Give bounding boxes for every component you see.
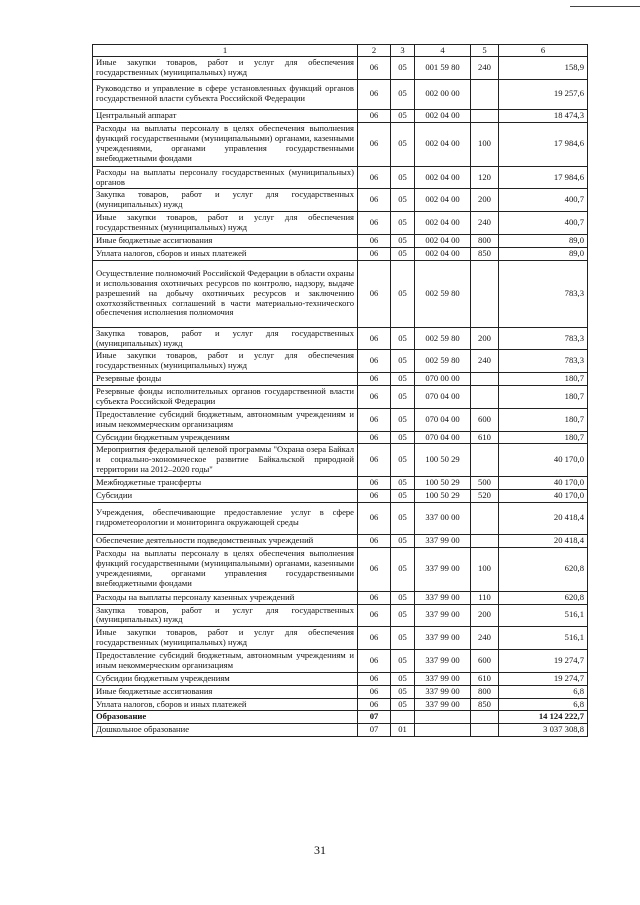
subsection-code-cell: 05 (391, 604, 415, 627)
table-row (93, 477, 588, 490)
target-article-cell: 002 04 00 (415, 166, 471, 189)
subsection-code-cell: 05 (391, 122, 415, 166)
expense-type-cell: 100 (471, 122, 499, 166)
target-article-cell: 070 04 00 (415, 408, 471, 431)
row-name-cell: Предоставление субсидий бюджетным, автономным учреждениям и иным некоммерческим организациям (93, 408, 358, 431)
subsection-code-cell: 05 (391, 672, 415, 685)
expense-type-cell (471, 711, 499, 724)
row-name-cell: Центральный аппарат (93, 109, 358, 122)
row-name-cell: Осуществление полномочий Российской Федерации в области охраны и использования охотничьих ресурсов по контролю, надзору, выдаче разрешений на добычу охотничьих ресурсов и заключению охотхозяйственных соглашений в части материально-технического обеспечения исполнения полномочия (93, 260, 358, 327)
section-code-cell: 07 (358, 711, 391, 724)
section-code-cell: 06 (358, 547, 391, 591)
table-row (93, 79, 588, 109)
target-article-cell: 337 99 00 (415, 604, 471, 627)
expense-type-cell: 610 (471, 672, 499, 685)
section-code-cell: 06 (358, 685, 391, 698)
amount-cell: 516,1 (499, 627, 588, 650)
row-name-cell: Учреждения, обеспечивающие предоставление услуг в сфере гидрометеорологии и мониторинга окружающей среды (93, 502, 358, 534)
section-code-cell: 06 (358, 627, 391, 650)
table-row (93, 711, 588, 724)
table-row (93, 247, 588, 260)
section-code-cell: 06 (358, 189, 391, 212)
subsection-code-cell: 05 (391, 109, 415, 122)
subsection-code-cell: 05 (391, 189, 415, 212)
amount-cell: 19 274,7 (499, 650, 588, 673)
subsection-code-cell: 05 (391, 547, 415, 591)
column-header: 6 (499, 45, 588, 57)
subsection-code-cell: 05 (391, 650, 415, 673)
expense-type-cell: 110 (471, 591, 499, 604)
subsection-code-cell: 05 (391, 57, 415, 80)
expense-type-cell: 600 (471, 408, 499, 431)
row-name-cell: Иные закупки товаров, работ и услуг для обеспечения государственных (муниципальных) нужд (93, 627, 358, 650)
target-article-cell (415, 724, 471, 737)
table-row (93, 408, 588, 431)
amount-cell: 20 418,4 (499, 534, 588, 547)
row-name-cell: Закупка товаров, работ и услуг для государственных (муниципальных) нужд (93, 189, 358, 212)
amount-cell: 3 037 308,8 (499, 724, 588, 737)
target-article-cell: 337 00 00 (415, 502, 471, 534)
row-name-cell: Закупка товаров, работ и услуг для государственных (муниципальных) нужд (93, 327, 358, 350)
expense-type-cell: 850 (471, 698, 499, 711)
expense-type-cell (471, 386, 499, 409)
row-name-cell: Уплата налогов, сборов и иных платежей (93, 698, 358, 711)
subsection-code-cell: 05 (391, 685, 415, 698)
column-header: 5 (471, 45, 499, 57)
expense-type-cell: 800 (471, 685, 499, 698)
amount-cell: 18 474,3 (499, 109, 588, 122)
target-article-cell: 070 00 00 (415, 373, 471, 386)
section-code-cell: 06 (358, 650, 391, 673)
amount-cell: 180,7 (499, 386, 588, 409)
target-article-cell: 002 04 00 (415, 247, 471, 260)
section-code-cell: 06 (358, 698, 391, 711)
row-name-cell: Резервные фонды исполнительных органов государственной власти субъекта Российской Федерации (93, 386, 358, 409)
amount-cell: 89,0 (499, 234, 588, 247)
amount-cell: 180,7 (499, 408, 588, 431)
expense-type-cell: 200 (471, 604, 499, 627)
expense-type-cell: 200 (471, 189, 499, 212)
expense-type-cell: 500 (471, 477, 499, 490)
target-article-cell: 337 99 00 (415, 685, 471, 698)
target-article-cell: 337 99 00 (415, 627, 471, 650)
table-row (93, 327, 588, 350)
target-article-cell: 337 99 00 (415, 534, 471, 547)
subsection-code-cell: 05 (391, 386, 415, 409)
expense-type-cell: 240 (471, 212, 499, 235)
table-row (93, 724, 588, 737)
row-name-cell: Предоставление субсидий бюджетным, автономным учреждениям и иным некоммерческим организациям (93, 650, 358, 673)
amount-cell: 40 170,0 (499, 444, 588, 477)
table-row (93, 431, 588, 444)
column-header: 3 (391, 45, 415, 57)
column-header: 1 (93, 45, 358, 57)
subsection-code-cell: 05 (391, 534, 415, 547)
amount-cell: 17 984,6 (499, 166, 588, 189)
section-code-cell: 06 (358, 408, 391, 431)
expense-type-cell (471, 373, 499, 386)
expense-type-cell (471, 109, 499, 122)
amount-cell: 20 418,4 (499, 502, 588, 534)
amount-cell: 40 170,0 (499, 477, 588, 490)
expense-type-cell: 850 (471, 247, 499, 260)
subsection-code-cell: 05 (391, 477, 415, 490)
expense-type-cell (471, 260, 499, 327)
table-row (93, 234, 588, 247)
amount-cell: 89,0 (499, 247, 588, 260)
row-name-cell: Иные бюджетные ассигнования (93, 685, 358, 698)
section-code-cell: 06 (358, 672, 391, 685)
table-row (93, 672, 588, 685)
row-name-cell: Расходы на выплаты персоналу государственных (муниципальных) органов (93, 166, 358, 189)
section-code-cell: 06 (358, 386, 391, 409)
expense-type-cell (471, 444, 499, 477)
amount-cell: 180,7 (499, 373, 588, 386)
row-name-cell: Субсидии (93, 489, 358, 502)
target-article-cell: 002 00 00 (415, 79, 471, 109)
amount-cell: 400,7 (499, 212, 588, 235)
amount-cell: 6,8 (499, 685, 588, 698)
target-article-cell: 100 50 29 (415, 489, 471, 502)
section-code-cell: 06 (358, 534, 391, 547)
target-article-cell: 002 04 00 (415, 212, 471, 235)
subsection-code-cell (391, 711, 415, 724)
table-row (93, 122, 588, 166)
expense-type-cell: 610 (471, 431, 499, 444)
section-code-cell: 06 (358, 109, 391, 122)
section-code-cell: 06 (358, 350, 391, 373)
target-article-cell: 337 99 00 (415, 650, 471, 673)
table-row (93, 444, 588, 477)
section-code-cell: 07 (358, 724, 391, 737)
row-name-cell: Расходы на выплаты персоналу в целях обеспечения выполнения функций государственными (муниципальными) органами, казенными учреждениями, органами управления государственными внебюджетными фондами (93, 547, 358, 591)
amount-cell: 158,9 (499, 57, 588, 80)
table-row (93, 212, 588, 235)
row-name-cell: Расходы на выплаты персоналу казенных учреждений (93, 591, 358, 604)
table-row (93, 547, 588, 591)
amount-cell: 400,7 (499, 189, 588, 212)
table-row (93, 166, 588, 189)
table-row (93, 489, 588, 502)
table-row (93, 534, 588, 547)
section-code-cell: 06 (358, 477, 391, 490)
expense-type-cell (471, 79, 499, 109)
target-article-cell: 337 99 00 (415, 672, 471, 685)
section-code-cell: 06 (358, 489, 391, 502)
subsection-code-cell: 05 (391, 327, 415, 350)
target-article-cell: 337 99 00 (415, 698, 471, 711)
section-code-cell: 06 (358, 431, 391, 444)
section-code-cell: 06 (358, 212, 391, 235)
expense-type-cell: 520 (471, 489, 499, 502)
row-name-cell: Субсидии бюджетным учреждениям (93, 672, 358, 685)
subsection-code-cell: 05 (391, 234, 415, 247)
subsection-code-cell: 05 (391, 247, 415, 260)
section-code-cell: 06 (358, 122, 391, 166)
expense-type-cell (471, 502, 499, 534)
table-row (93, 685, 588, 698)
target-article-cell: 002 04 00 (415, 234, 471, 247)
section-code-cell: 06 (358, 502, 391, 534)
table-row (93, 502, 588, 534)
column-header: 4 (415, 45, 471, 57)
row-name-cell: Дошкольное образование (93, 724, 358, 737)
row-name-cell: Иные закупки товаров, работ и услуг для обеспечения государственных (муниципальных) нужд (93, 57, 358, 80)
section-code-cell: 06 (358, 604, 391, 627)
row-name-cell: Резервные фонды (93, 373, 358, 386)
target-article-cell: 002 59 80 (415, 350, 471, 373)
target-article-cell: 002 04 00 (415, 122, 471, 166)
subsection-code-cell: 05 (391, 431, 415, 444)
amount-cell: 19 274,7 (499, 672, 588, 685)
row-name-cell: Обеспечение деятельности подведомственных учреждений (93, 534, 358, 547)
top-edge-line (570, 6, 640, 7)
column-header: 2 (358, 45, 391, 57)
target-article-cell: 070 04 00 (415, 431, 471, 444)
section-code-cell: 06 (358, 327, 391, 350)
amount-cell: 783,3 (499, 260, 588, 327)
section-code-cell: 06 (358, 444, 391, 477)
table-row (93, 386, 588, 409)
expense-type-cell: 600 (471, 650, 499, 673)
page-number: 31 (314, 843, 326, 857)
table-row (93, 650, 588, 673)
column-number-row (93, 45, 588, 57)
expense-type-cell: 200 (471, 327, 499, 350)
subsection-code-cell: 05 (391, 260, 415, 327)
expense-type-cell: 240 (471, 350, 499, 373)
section-code-cell: 06 (358, 591, 391, 604)
subsection-code-cell: 01 (391, 724, 415, 737)
target-article-cell: 001 59 80 (415, 57, 471, 80)
row-name-cell: Закупка товаров, работ и услуг для государственных (муниципальных) нужд (93, 604, 358, 627)
section-code-cell: 06 (358, 166, 391, 189)
expense-type-cell: 240 (471, 627, 499, 650)
subsection-code-cell: 05 (391, 373, 415, 386)
amount-cell: 620,8 (499, 591, 588, 604)
table-row (93, 373, 588, 386)
budget-table (92, 44, 588, 737)
section-code-cell: 06 (358, 234, 391, 247)
subsection-code-cell: 05 (391, 408, 415, 431)
target-article-cell (415, 711, 471, 724)
subsection-code-cell: 05 (391, 166, 415, 189)
section-code-cell: 06 (358, 373, 391, 386)
amount-cell: 783,3 (499, 327, 588, 350)
subsection-code-cell: 05 (391, 489, 415, 502)
table-row (93, 604, 588, 627)
expense-type-cell: 240 (471, 57, 499, 80)
expense-type-cell: 120 (471, 166, 499, 189)
expense-type-cell: 100 (471, 547, 499, 591)
section-code-cell: 06 (358, 247, 391, 260)
table-row (93, 189, 588, 212)
amount-cell: 40 170,0 (499, 489, 588, 502)
target-article-cell: 337 99 00 (415, 591, 471, 604)
subsection-code-cell: 05 (391, 502, 415, 534)
target-article-cell: 002 04 00 (415, 189, 471, 212)
target-article-cell: 002 59 80 (415, 327, 471, 350)
subsection-code-cell: 05 (391, 79, 415, 109)
row-name-cell: Мероприятия федеральной целевой программы "Охрана озера Байкал и социально-экономическое развитие Байкальской природной территории на 2012–2020 годы" (93, 444, 358, 477)
subsection-code-cell: 05 (391, 350, 415, 373)
table-row (93, 698, 588, 711)
target-article-cell: 337 99 00 (415, 547, 471, 591)
subsection-code-cell: 05 (391, 627, 415, 650)
row-name-cell: Руководство и управление в сфере установленных функций органов государственной власти субъекта Российской Федерации (93, 79, 358, 109)
target-article-cell: 100 50 29 (415, 444, 471, 477)
expense-type-cell (471, 724, 499, 737)
subsection-code-cell: 05 (391, 444, 415, 477)
target-article-cell: 002 59 80 (415, 260, 471, 327)
table-row (93, 109, 588, 122)
table-row (93, 591, 588, 604)
row-name-cell: Расходы на выплаты персоналу в целях обеспечения выполнения функций государственными (муниципальными) органами, казенными учреждениями, органами управления государственными внебюджетными фондами (93, 122, 358, 166)
row-name-cell: Уплата налогов, сборов и иных платежей (93, 247, 358, 260)
subsection-code-cell: 05 (391, 698, 415, 711)
subsection-code-cell: 05 (391, 212, 415, 235)
section-code-cell: 06 (358, 57, 391, 80)
target-article-cell: 100 50 29 (415, 477, 471, 490)
amount-cell: 620,8 (499, 547, 588, 591)
table-row (93, 260, 588, 327)
amount-cell: 17 984,6 (499, 122, 588, 166)
amount-cell: 180,7 (499, 431, 588, 444)
amount-cell: 19 257,6 (499, 79, 588, 109)
target-article-cell: 002 04 00 (415, 109, 471, 122)
row-name-cell: Межбюджетные трансферты (93, 477, 358, 490)
table-row (93, 57, 588, 80)
row-name-cell: Иные закупки товаров, работ и услуг для обеспечения государственных (муниципальных) нужд (93, 350, 358, 373)
table-row (93, 627, 588, 650)
amount-cell: 6,8 (499, 698, 588, 711)
row-name-cell: Субсидии бюджетным учреждениям (93, 431, 358, 444)
section-code-cell: 06 (358, 260, 391, 327)
table-row (93, 350, 588, 373)
amount-cell: 783,3 (499, 350, 588, 373)
row-name-cell: Образование (93, 711, 358, 724)
expense-type-cell (471, 534, 499, 547)
row-name-cell: Иные закупки товаров, работ и услуг для обеспечения государственных (муниципальных) нужд (93, 212, 358, 235)
amount-cell: 516,1 (499, 604, 588, 627)
target-article-cell: 070 04 00 (415, 386, 471, 409)
amount-cell: 14 124 222,7 (499, 711, 588, 724)
row-name-cell: Иные бюджетные ассигнования (93, 234, 358, 247)
budget-table-body (93, 45, 588, 737)
section-code-cell: 06 (358, 79, 391, 109)
subsection-code-cell: 05 (391, 591, 415, 604)
expense-type-cell: 800 (471, 234, 499, 247)
